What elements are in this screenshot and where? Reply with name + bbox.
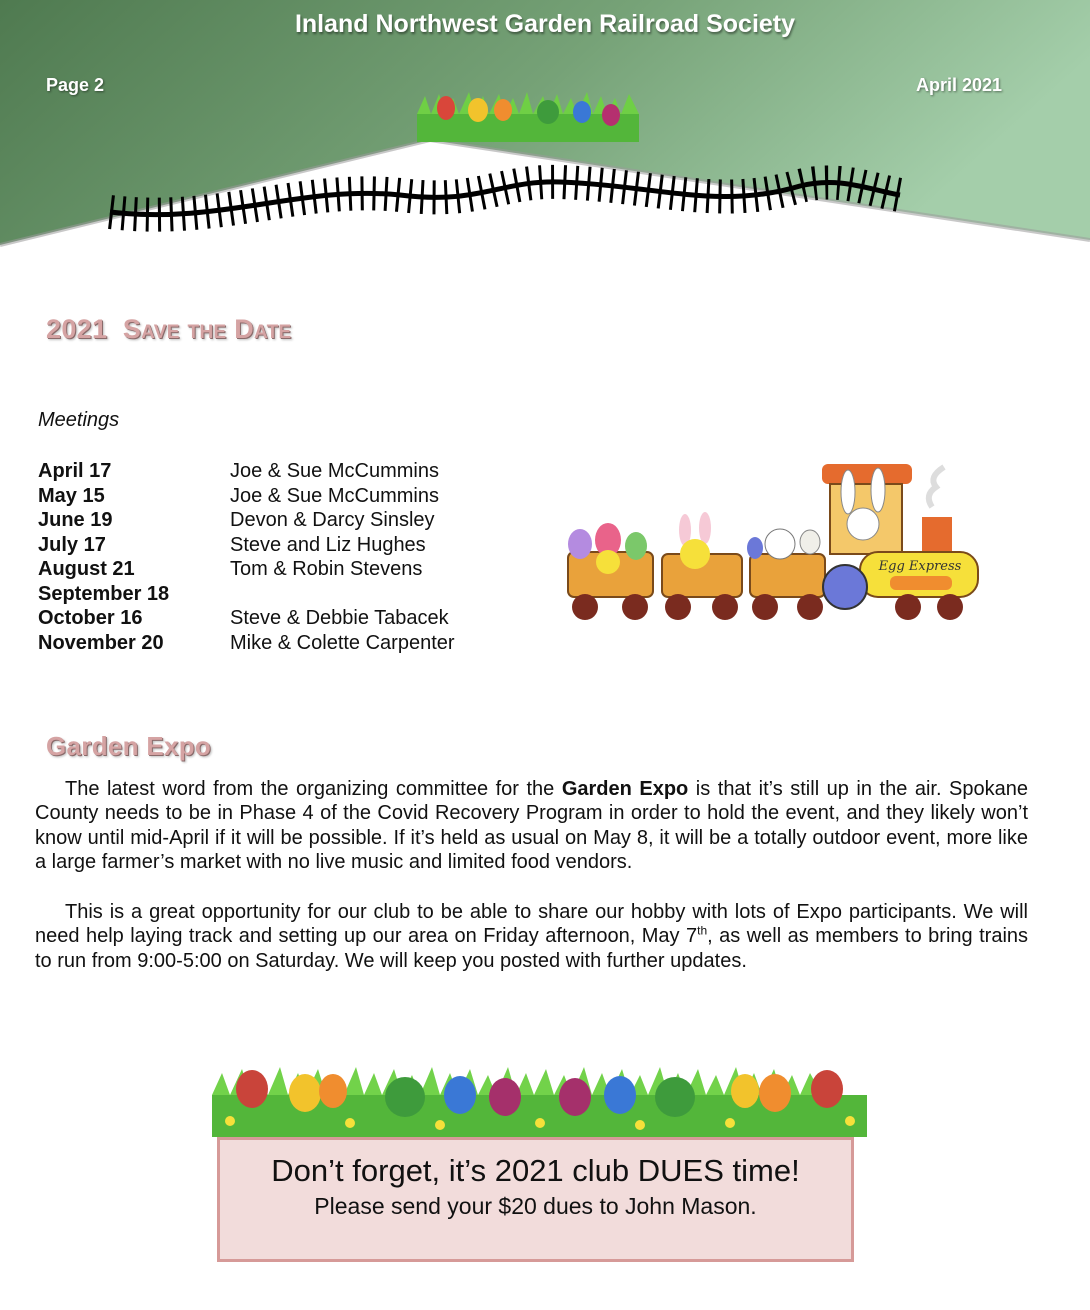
dues-easter-grass xyxy=(210,1055,870,1145)
meeting-row xyxy=(38,533,455,558)
save-the-date-title: Save the Date xyxy=(122,314,292,344)
meeting-date: May 15 xyxy=(38,484,105,507)
meeting-date: October 16 xyxy=(38,607,143,629)
issue-date: April 2021 xyxy=(916,75,1003,95)
egg-express-sign: Egg Express xyxy=(878,559,962,574)
expo-p2-intro: This is a great opportunity for our club to be able to share our hobby with lots of Expo participants. We will need help laying track and setting up our area on Friday afternoon, May 7 xyxy=(35,901,1028,948)
banner-graphic xyxy=(0,0,1090,260)
expo-p1-intro: The latest word from the organizing committee for the xyxy=(65,778,562,800)
meeting-date: July 17 xyxy=(38,533,106,556)
meeting-host: Tom & Robin Stevens xyxy=(230,558,423,580)
meeting-row xyxy=(38,508,455,533)
dues-reminder-box xyxy=(217,1137,854,1262)
dues-subline: Please send your $20 dues to John Mason. xyxy=(314,1193,757,1219)
page-number: Page 2 xyxy=(46,75,105,95)
meeting-host: Joe & Sue McCummins xyxy=(230,460,439,482)
save-the-date-heading xyxy=(46,314,292,345)
expo-p2-rest: , as well as members to bring trains to run from 9:00-5:00 on Saturday. We will keep you posted with further updates. xyxy=(35,925,1029,972)
header-banner xyxy=(0,0,1090,260)
meeting-date: September 18 xyxy=(38,582,170,605)
meeting-row xyxy=(38,606,455,631)
expo-p1-bold: Garden Expo xyxy=(561,778,689,800)
save-the-date-year: 2021 xyxy=(46,314,108,344)
meeting-row xyxy=(38,459,455,484)
meeting-date: November 20 xyxy=(38,631,164,654)
garden-expo-paragraph-2 xyxy=(35,900,1028,973)
meeting-host: Devon & Darcy Sinsley xyxy=(230,509,435,531)
meetings-label: Meetings xyxy=(38,409,120,431)
meeting-row xyxy=(38,557,455,582)
meeting-date: August 21 xyxy=(38,558,135,580)
meeting-date: April 17 xyxy=(38,460,112,482)
meetings-list xyxy=(38,459,455,655)
egg-express-train-illustration xyxy=(560,462,985,632)
meeting-date: June 19 xyxy=(38,509,113,531)
expo-p1-rest: is that it’s still up in the air. Spokane County needs to be in Phase 4 of the Covid Recovery Program in order to hold the event, and they likely won’t know until mid-April if it will be possible. If it’s held as usual on May 8, it will be a totally outdoor event, more like a large farmer’s market with no live music and limited food vendors. xyxy=(35,778,1029,873)
dues-headline: Don’t forget, it’s 2021 club DUES time! xyxy=(271,1153,800,1188)
meeting-host: Joe & Sue McCummins xyxy=(230,484,439,507)
meeting-row xyxy=(38,582,455,607)
society-title: Inland Northwest Garden Railroad Society xyxy=(294,10,796,38)
meeting-host: Steve & Debbie Tabacek xyxy=(230,607,449,629)
garden-expo-paragraph-1 xyxy=(35,777,1028,874)
garden-expo-heading: Garden Expo xyxy=(46,731,212,761)
meeting-row xyxy=(38,631,455,656)
expo-p2-sup: th xyxy=(697,923,708,938)
meeting-host: Mike & Colette Carpenter xyxy=(230,631,455,654)
meeting-row xyxy=(38,484,455,509)
meeting-host: Steve and Liz Hughes xyxy=(230,533,426,556)
